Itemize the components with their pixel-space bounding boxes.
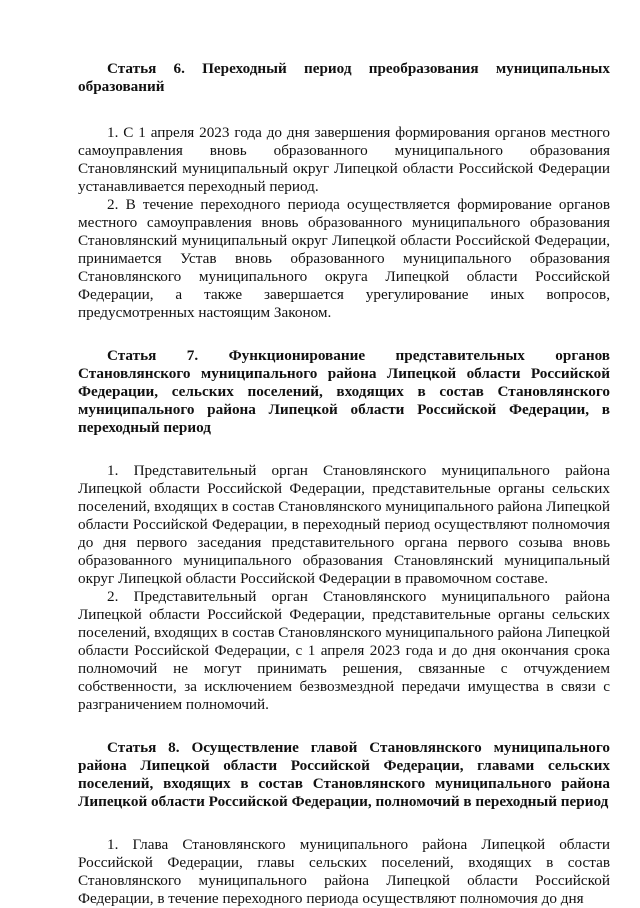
article-6-paragraph-2: 2. В течение переходного периода осуществляется формирование органов местного самоуправления вновь образованного муниципального образования Становлянский муниципальный округ Липецкой области Российской Федерации, принимается Устав вновь образованного муниципального образования Становлянского муниципального округа Липецкой области Российской Федерации, а также завершается урегулирование иных вопросов, предусмотренных настоящим Законом. xyxy=(78,196,610,321)
article-7-heading: Статья 7. Функционирование представительных органов Становлянского муниципального района Липецкой области Российской Федерации, сельских поселений, входящих в состав Становлянского муниципального района Липецкой области Российской Федерации, в переходный период xyxy=(78,347,610,436)
article-6-heading: Статья 6. Переходный период преобразования муниципальных образований xyxy=(78,60,610,95)
article-7-paragraph-2: 2. Представительный орган Становлянского муниципального района Липецкой области Российской Федерации, представительные органы сельских поселений, входящих в состав Становлянского муниципального района Липецкой области Российской Федерации, с 1 апреля 2023 года и до дня окончания срока полномочий не могут принимать решения, связанные с отчуждением собственности, за исключением безвозмездной передачи имущества в связи с разграничением полномочий. xyxy=(78,588,611,713)
article-8-heading: Статья 8. Осуществление главой Становлянского муниципального района Липецкой области Российской Федерации, главами сельских поселений, входящих в состав Становлянского муниципального района Липецкой области Российской Федерации, полномочий в переходный период xyxy=(78,739,610,810)
article-8-paragraph-1: 1. Глава Становлянского муниципального района Липецкой области Российской Федерации, главы сельских поселений, входящих в состав Становлянского муниципального района Липецкой области Российской Федерации, в течение переходного периода осуществляют полномочия до дня xyxy=(78,836,610,907)
article-7-paragraph-1: 1. Представительный орган Становлянского муниципального района Липецкой области Российской Федерации, представительные органы сельских поселений, входящих в состав Становлянского муниципального района Липецкой области Российской Федерации, в переходный период осуществляют полномочия до дня первого заседания представительного органа первого созыва вновь образованного муниципального образования Становлянский муниципальный округ Липецкой области Российской Федерации в правомочном составе. xyxy=(78,462,611,587)
article-6-paragraph-1: 1. С 1 апреля 2023 года до дня завершения формирования органов местного самоуправления вновь образованного муниципального образования Становлянский муниципальный округ Липецкой области Российской Федерации устанавливается переходный период. xyxy=(78,124,610,195)
